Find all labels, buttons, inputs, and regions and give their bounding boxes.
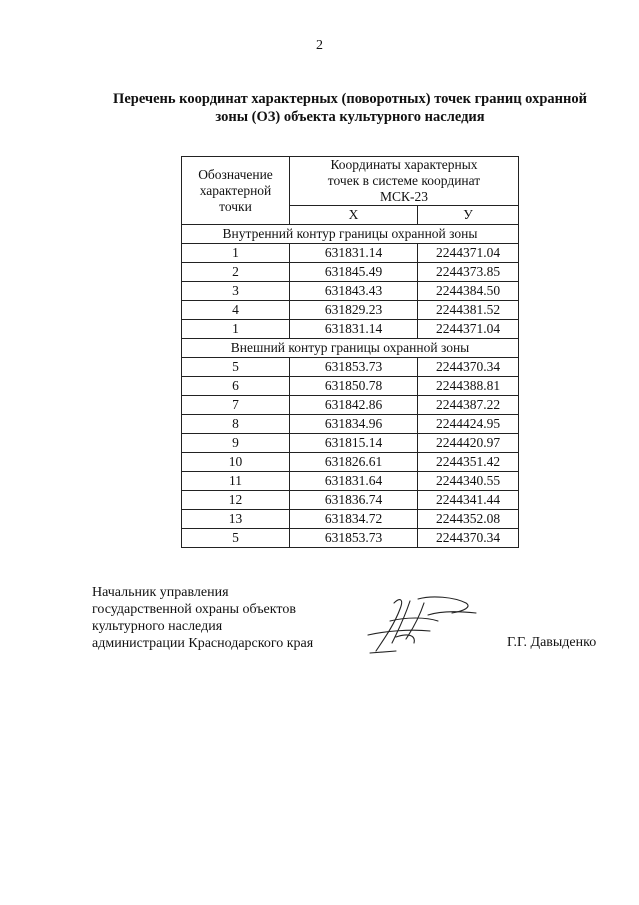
point-number: 7 [182, 396, 290, 415]
header-point-line: Обозначение [198, 166, 273, 182]
coord-x: 631850.78 [290, 377, 418, 396]
point-number: 1 [182, 244, 290, 263]
header-point-line: характерной [199, 182, 272, 198]
table-row [182, 453, 519, 472]
coord-x: 631831.14 [290, 244, 418, 263]
coord-x: 631831.14 [290, 320, 418, 339]
signatory-position [92, 584, 313, 652]
coord-y: 2244381.52 [418, 301, 519, 320]
header-point-designation [182, 157, 290, 225]
coord-y: 2244384.50 [418, 282, 519, 301]
point-number: 3 [182, 282, 290, 301]
coord-x: 631834.72 [290, 510, 418, 529]
signatory-position-line: администрации Краснодарского края [92, 636, 314, 651]
signatory-position-line: Начальник управления [92, 585, 229, 600]
coord-x: 631853.73 [290, 529, 418, 548]
coord-x: 631826.61 [290, 453, 418, 472]
point-number: 10 [182, 453, 290, 472]
table-row [182, 358, 519, 377]
coord-y: 2244373.85 [418, 263, 519, 282]
point-number: 1 [182, 320, 290, 339]
coord-x: 631842.86 [290, 396, 418, 415]
header-coords-line: МСК-23 [379, 189, 428, 204]
document-title [70, 90, 630, 126]
coord-x: 631834.96 [290, 415, 418, 434]
coord-y: 2244388.81 [418, 377, 519, 396]
table-row [182, 472, 519, 491]
table-row [182, 396, 519, 415]
handwritten-signature [366, 593, 478, 655]
table-row [182, 510, 519, 529]
table-row [182, 244, 519, 263]
table-row [182, 282, 519, 301]
point-number: 11 [182, 472, 290, 491]
coord-y: 2244387.22 [418, 396, 519, 415]
coord-y: 2244424.95 [418, 415, 519, 434]
header-coords-line: точек в системе координат [327, 173, 481, 188]
coord-x: 631815.14 [290, 434, 418, 453]
header-y: У [418, 206, 519, 225]
table-row [182, 301, 519, 320]
coord-x: 631845.49 [290, 263, 418, 282]
coord-x: 631853.73 [290, 358, 418, 377]
coord-y: 2244340.55 [418, 472, 519, 491]
point-number: 5 [182, 358, 290, 377]
coord-y: 2244370.34 [418, 358, 519, 377]
point-number: 13 [182, 510, 290, 529]
table-row [182, 377, 519, 396]
coord-y: 2244371.04 [418, 244, 519, 263]
table-row [182, 491, 519, 510]
document-title-line-2: зоны (ОЗ) объекта культурного наследия [215, 109, 485, 125]
point-number: 12 [182, 491, 290, 510]
point-number: 2 [182, 263, 290, 282]
table-row [182, 263, 519, 282]
section-title-outer-contour: Внешний контур границы охранной зоны [182, 339, 519, 358]
point-number: 4 [182, 301, 290, 320]
table-row [182, 529, 519, 548]
header-coordinates [290, 157, 519, 206]
coord-x: 631836.74 [290, 491, 418, 510]
header-point-line: точки [219, 198, 252, 214]
point-number: 6 [182, 377, 290, 396]
coord-y: 2244370.34 [418, 529, 519, 548]
document-title-line-1: Перечень координат характерных (поворотных) точек границ охранной [113, 91, 587, 107]
table-row [182, 434, 519, 453]
coord-x: 631843.43 [290, 282, 418, 301]
table-row [182, 320, 519, 339]
coord-y: 2244341.44 [418, 491, 519, 510]
section-title-inner-contour: Внутренний контур границы охранной зоны [182, 225, 519, 244]
point-number: 8 [182, 415, 290, 434]
coord-y: 2244352.08 [418, 510, 519, 529]
signatory-name: Г.Г. Давыденко [507, 635, 597, 650]
coord-y: 2244371.04 [418, 320, 519, 339]
point-number: 9 [182, 434, 290, 453]
point-number: 5 [182, 529, 290, 548]
header-x: X [290, 206, 418, 225]
coord-x: 631831.64 [290, 472, 418, 491]
table-row [182, 415, 519, 434]
coord-y: 2244420.97 [418, 434, 519, 453]
coordinates-table [181, 156, 519, 548]
page-number: 2 [316, 38, 323, 53]
signatory-position-line: государственной охраны объектов [92, 602, 296, 617]
signatory-position-line: культурного наследия [92, 619, 223, 634]
coord-y: 2244351.42 [418, 453, 519, 472]
coord-x: 631829.23 [290, 301, 418, 320]
header-coords-line: Координаты характерных [330, 157, 478, 172]
